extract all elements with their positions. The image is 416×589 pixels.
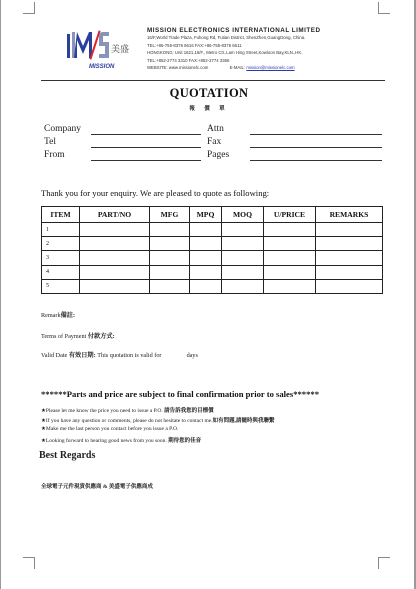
- closing-text: 全球電子元件現貨供應商 & 美盛電子供應商成: [41, 484, 153, 490]
- note-3-text: ★Make me the last person you contact before you issue a P.O.: [41, 426, 179, 432]
- header-divider: [41, 80, 385, 81]
- pages-label: Pages: [207, 150, 230, 160]
- payment-label: Terms of Payment: [41, 333, 87, 340]
- document-subtitle: 報 價 單: [189, 106, 229, 112]
- cell[interactable]: [222, 265, 264, 279]
- logo-text-en: MISSION: [89, 64, 115, 70]
- cell[interactable]: [80, 237, 150, 251]
- table-header-row: [42, 207, 383, 223]
- note-1-cn: 請告訴我您的目標價: [164, 408, 214, 414]
- pages-field-line[interactable]: [250, 160, 382, 161]
- cell[interactable]: [264, 223, 316, 237]
- email-link[interactable]: mission@missionelc.com: [246, 65, 295, 71]
- document-title: QUOTATION: [169, 86, 249, 100]
- note-3: [41, 426, 178, 432]
- cell[interactable]: [80, 251, 150, 265]
- cell[interactable]: [150, 279, 190, 293]
- attn-field-line[interactable]: [250, 134, 382, 135]
- remark-label-cn: 備註:: [60, 312, 76, 319]
- cell[interactable]: [316, 223, 383, 237]
- crop-mark-bottom-right: [378, 557, 390, 569]
- row-number: 4: [42, 265, 80, 279]
- cell[interactable]: [264, 251, 316, 265]
- valid-label: Valid Date: [41, 352, 68, 359]
- valid-label-cn: 有效日期:: [68, 352, 96, 359]
- cell[interactable]: [264, 237, 316, 251]
- header-mpq: MPQ: [190, 207, 222, 223]
- cell[interactable]: [190, 223, 222, 237]
- address-line-2: TEL:+86-755-8376 6616 FAX:+86-755-8376 6611: [147, 42, 242, 48]
- table-row: [42, 223, 383, 237]
- address-line-4: TEL:+852-2774 3310 FAX:+852-2774 3366: [147, 57, 230, 63]
- company-header: [147, 27, 387, 72]
- company-logo: [65, 30, 145, 74]
- cell[interactable]: [80, 223, 150, 237]
- quotation-table: [41, 206, 383, 294]
- header-remarks: REMARKS: [316, 207, 383, 223]
- contact-line: [147, 64, 387, 72]
- company-name: MISSION ELECTRONICS INTERNATIONAL LIMITED: [147, 27, 321, 34]
- cell[interactable]: [316, 251, 383, 265]
- tel-field-line[interactable]: [91, 147, 201, 148]
- from-label: From: [44, 150, 65, 160]
- cell[interactable]: [190, 251, 222, 265]
- note-2: [41, 416, 274, 424]
- crop-mark-bottom-left: [23, 557, 35, 569]
- cell[interactable]: [80, 265, 150, 279]
- crop-mark-top-left: [23, 2, 35, 14]
- mission-logo-icon: [65, 30, 145, 74]
- cell[interactable]: [222, 251, 264, 265]
- table-row: [42, 279, 383, 293]
- cell[interactable]: [264, 265, 316, 279]
- cell[interactable]: [222, 279, 264, 293]
- payment-label-cn: 付款方式:: [87, 333, 115, 340]
- company-field-line[interactable]: [91, 134, 201, 135]
- cell[interactable]: [150, 237, 190, 251]
- cell[interactable]: [316, 237, 383, 251]
- cell[interactable]: [80, 279, 150, 293]
- cell[interactable]: [264, 279, 316, 293]
- header-mfg: MFG: [150, 207, 190, 223]
- company-label: Company: [44, 124, 81, 134]
- row-number: 3: [42, 251, 80, 265]
- cell[interactable]: [190, 279, 222, 293]
- payment-line: [41, 331, 115, 340]
- note-4: [41, 436, 201, 444]
- note-1: [41, 406, 214, 414]
- address-line-1: 16/F,World Trade Plaza, Fuhong Rd, Futian District, ShenZhen,GuangDong, China.: [147, 35, 306, 40]
- remark-label: Remark: [41, 312, 61, 319]
- cell[interactable]: [316, 279, 383, 293]
- note-4-cn: 期待您的佳音: [168, 438, 202, 444]
- table-row: [42, 251, 383, 265]
- cell[interactable]: [190, 265, 222, 279]
- header-part-no: PART/NO: [80, 207, 150, 223]
- header-item: ITEM: [42, 207, 80, 223]
- header-moq: MOQ: [222, 207, 264, 223]
- fax-label: Fax: [207, 137, 222, 147]
- cell[interactable]: [316, 265, 383, 279]
- row-number: 5: [42, 279, 80, 293]
- cell[interactable]: [150, 223, 190, 237]
- greeting-text: Thank you for your enquiry. We are pleased to quote as following:: [41, 188, 270, 198]
- cell[interactable]: [190, 237, 222, 251]
- website-text[interactable]: WEBSITE: www.missionelc.com: [147, 65, 209, 71]
- note-2-text: ★If you have any question or comments, please do not hesitate to contact me.: [41, 418, 213, 424]
- table-row: [42, 237, 383, 251]
- fax-field-line[interactable]: [250, 147, 382, 148]
- valid-text: This quotation is valid for: [97, 352, 162, 359]
- note-2-cn: 如有問題,請隨時與我聯繫: [212, 418, 275, 424]
- valid-days: days: [186, 352, 198, 359]
- cell[interactable]: [150, 265, 190, 279]
- note-4-text: ★Looking forward to hearing good news from you soon.: [41, 438, 169, 444]
- cell[interactable]: [222, 237, 264, 251]
- header-u-price: U/PRICE: [264, 207, 316, 223]
- note-1-text: ★Please let me know the price you need to issue a P.O.: [41, 408, 165, 414]
- conditions-text: ******Parts and price are subject to final confirmation prior to sales******: [41, 389, 319, 399]
- cell[interactable]: [150, 251, 190, 265]
- attn-label: Attn: [207, 124, 224, 134]
- email-label: E-MAIL:: [229, 65, 246, 71]
- best-regards: Best Regards: [39, 450, 96, 461]
- address-line-3: HONGKONG: Unit 1621,16/F., Metro Ctr.,Lam Hing Street,Kowloon Bay,KLN.,HK.: [147, 50, 303, 56]
- row-number: 1: [42, 223, 80, 237]
- logo-text-cn: 美盛: [111, 45, 130, 55]
- row-number: 2: [42, 237, 80, 251]
- from-field-line[interactable]: [91, 160, 201, 161]
- crop-mark-top-right: [378, 2, 390, 14]
- table-row: [42, 265, 383, 279]
- remark-line: [41, 310, 75, 319]
- tel-label: Tel: [44, 137, 56, 147]
- valid-line: [41, 350, 198, 359]
- cell[interactable]: [222, 223, 264, 237]
